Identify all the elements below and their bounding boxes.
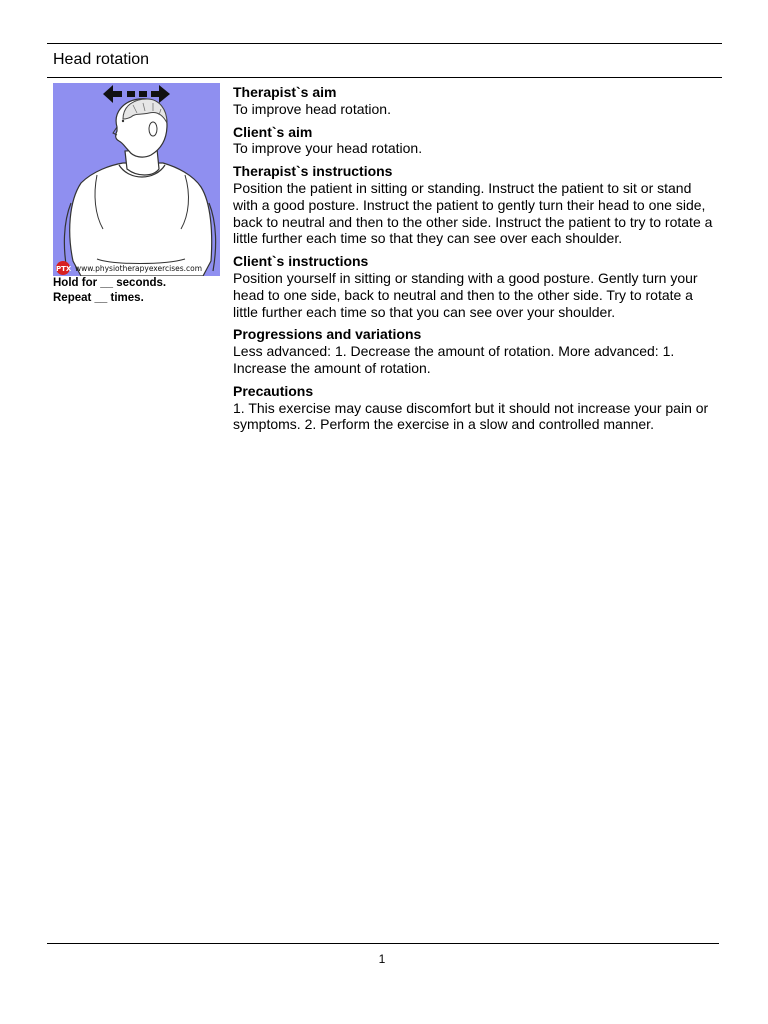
section-heading: Therapist`s aim <box>233 84 337 100</box>
svg-text:PTX: PTX <box>56 265 72 273</box>
exercise-illustration <box>53 83 220 276</box>
section-heading: Client`s aim <box>233 123 313 140</box>
section-progressions <box>233 326 718 376</box>
section-text: Less advanced: 1. Decrease the amount of rotation. More advanced: 1. Increase the amount of rotation. <box>233 343 675 376</box>
section-text: To improve your head rotation. <box>233 140 423 157</box>
section-heading: Precautions <box>233 382 314 399</box>
section-client-instructions <box>233 253 718 320</box>
exercise-content <box>233 84 718 439</box>
section-text: Position yourself in sitting or standing with a good posture. Gently turn your head to one side, back to neutral and then to the other side. Try to rotate a little further each time so that you can see over your shoulder. <box>233 269 698 320</box>
page-title: Head rotation <box>53 51 150 68</box>
footer-rule <box>47 943 719 944</box>
repeat-text: Repeat __ times. <box>53 292 144 304</box>
section-precautions <box>233 383 718 433</box>
section-heading: Progressions and variations <box>233 326 422 343</box>
dosage-block <box>53 276 166 306</box>
watermark-text: www.physiotherapyexercises.com <box>75 264 203 273</box>
section-heading: Client`s instructions <box>233 253 369 270</box>
section-heading: Therapist`s instructions <box>233 163 393 180</box>
section-client-aim <box>233 124 718 158</box>
section-text: Position the patient in sitting or standing. Instruct the patient to sit or stand with a good posture. Instruct the patient to gently turn their head to one side, back to neutral and then to the other side. Instruct the patient to try to rotate a little further each time so that they can see over each shoulder. <box>233 179 713 247</box>
page-number: 1 <box>378 952 386 966</box>
hold-text: Hold for __ seconds. <box>53 277 167 289</box>
section-therapist-aim <box>233 84 718 118</box>
title-rule <box>47 77 722 78</box>
section-therapist-instructions <box>233 163 718 247</box>
top-rule <box>47 43 722 44</box>
section-text: To improve head rotation. <box>233 100 391 117</box>
section-text: 1. This exercise may cause discomfort but it should not increase your pain or symptoms. 2. Perform the exercise in a slow and controlled manner. <box>233 399 709 433</box>
